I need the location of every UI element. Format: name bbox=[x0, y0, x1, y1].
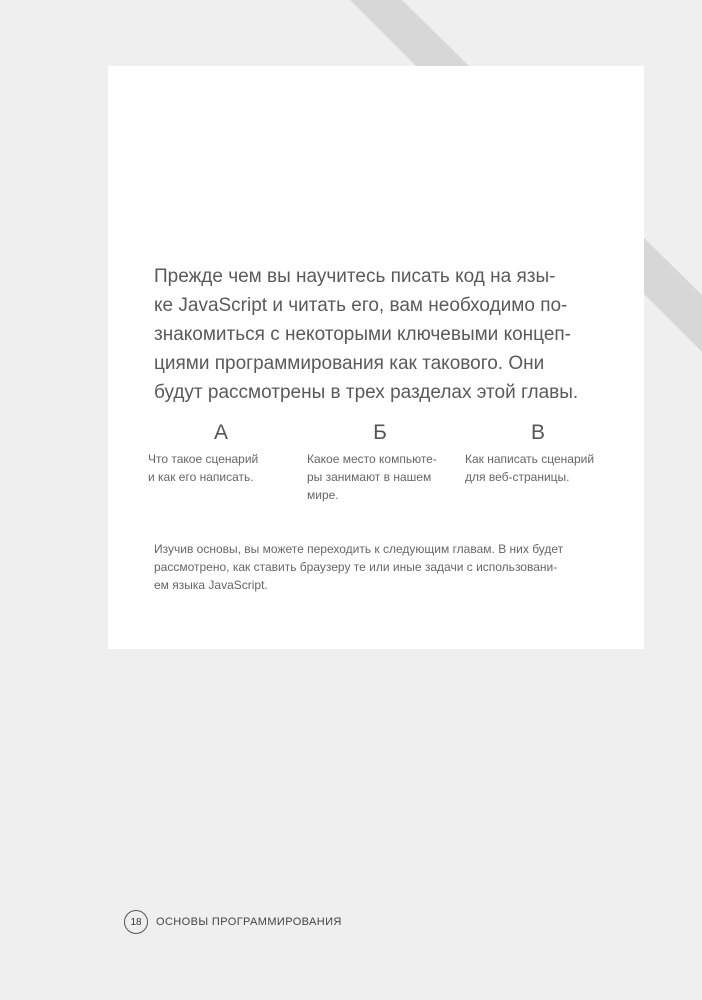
section-a bbox=[148, 421, 298, 486]
intro-line: циями программирования как такового. Они bbox=[154, 353, 545, 374]
page-footer bbox=[124, 910, 342, 934]
outro-paragraph bbox=[154, 540, 604, 594]
section-letter: А bbox=[213, 421, 228, 444]
chapter-title: ОСНОВЫ ПРОГРАММИРОВАНИЯ bbox=[156, 916, 342, 928]
intro-line: Прежде чем вы научитесь писать код на язы- bbox=[154, 266, 556, 287]
section-line: Какое место компьюте- bbox=[307, 452, 437, 466]
intro-paragraph bbox=[154, 262, 614, 407]
intro-line: будут рассмотрены в трех разделах этой главы. bbox=[154, 382, 579, 403]
intro-line: ке JavaScript и читать его, вам необходимо по- bbox=[154, 295, 568, 316]
section-description bbox=[148, 450, 298, 486]
section-letter: Б bbox=[373, 421, 387, 444]
section-line: и как его написать. bbox=[148, 470, 254, 484]
section-description bbox=[307, 450, 457, 504]
section-b bbox=[307, 421, 457, 504]
section-line: для веб-страницы. bbox=[465, 470, 570, 484]
section-c bbox=[465, 421, 615, 486]
section-description bbox=[465, 450, 615, 486]
section-line: Что такое сценарий bbox=[148, 452, 259, 466]
section-letter: В bbox=[530, 421, 545, 444]
outro-line: рассмотрено, как ставить браузеру те или иные задачи с использовани- bbox=[154, 560, 558, 574]
outro-line: Изучив основы, вы можете переходить к следующим главам. В них будет bbox=[154, 542, 564, 556]
section-line: ры занимают в нашем bbox=[307, 470, 432, 484]
page-number: 18 bbox=[124, 910, 148, 934]
intro-line: знакомиться с некоторыми ключевыми концеп- bbox=[154, 324, 572, 345]
outro-line: ем языка JavaScript. bbox=[154, 578, 268, 592]
content-card bbox=[108, 66, 644, 649]
section-line: Как написать сценарий bbox=[465, 452, 595, 466]
section-line: мире. bbox=[307, 488, 339, 502]
